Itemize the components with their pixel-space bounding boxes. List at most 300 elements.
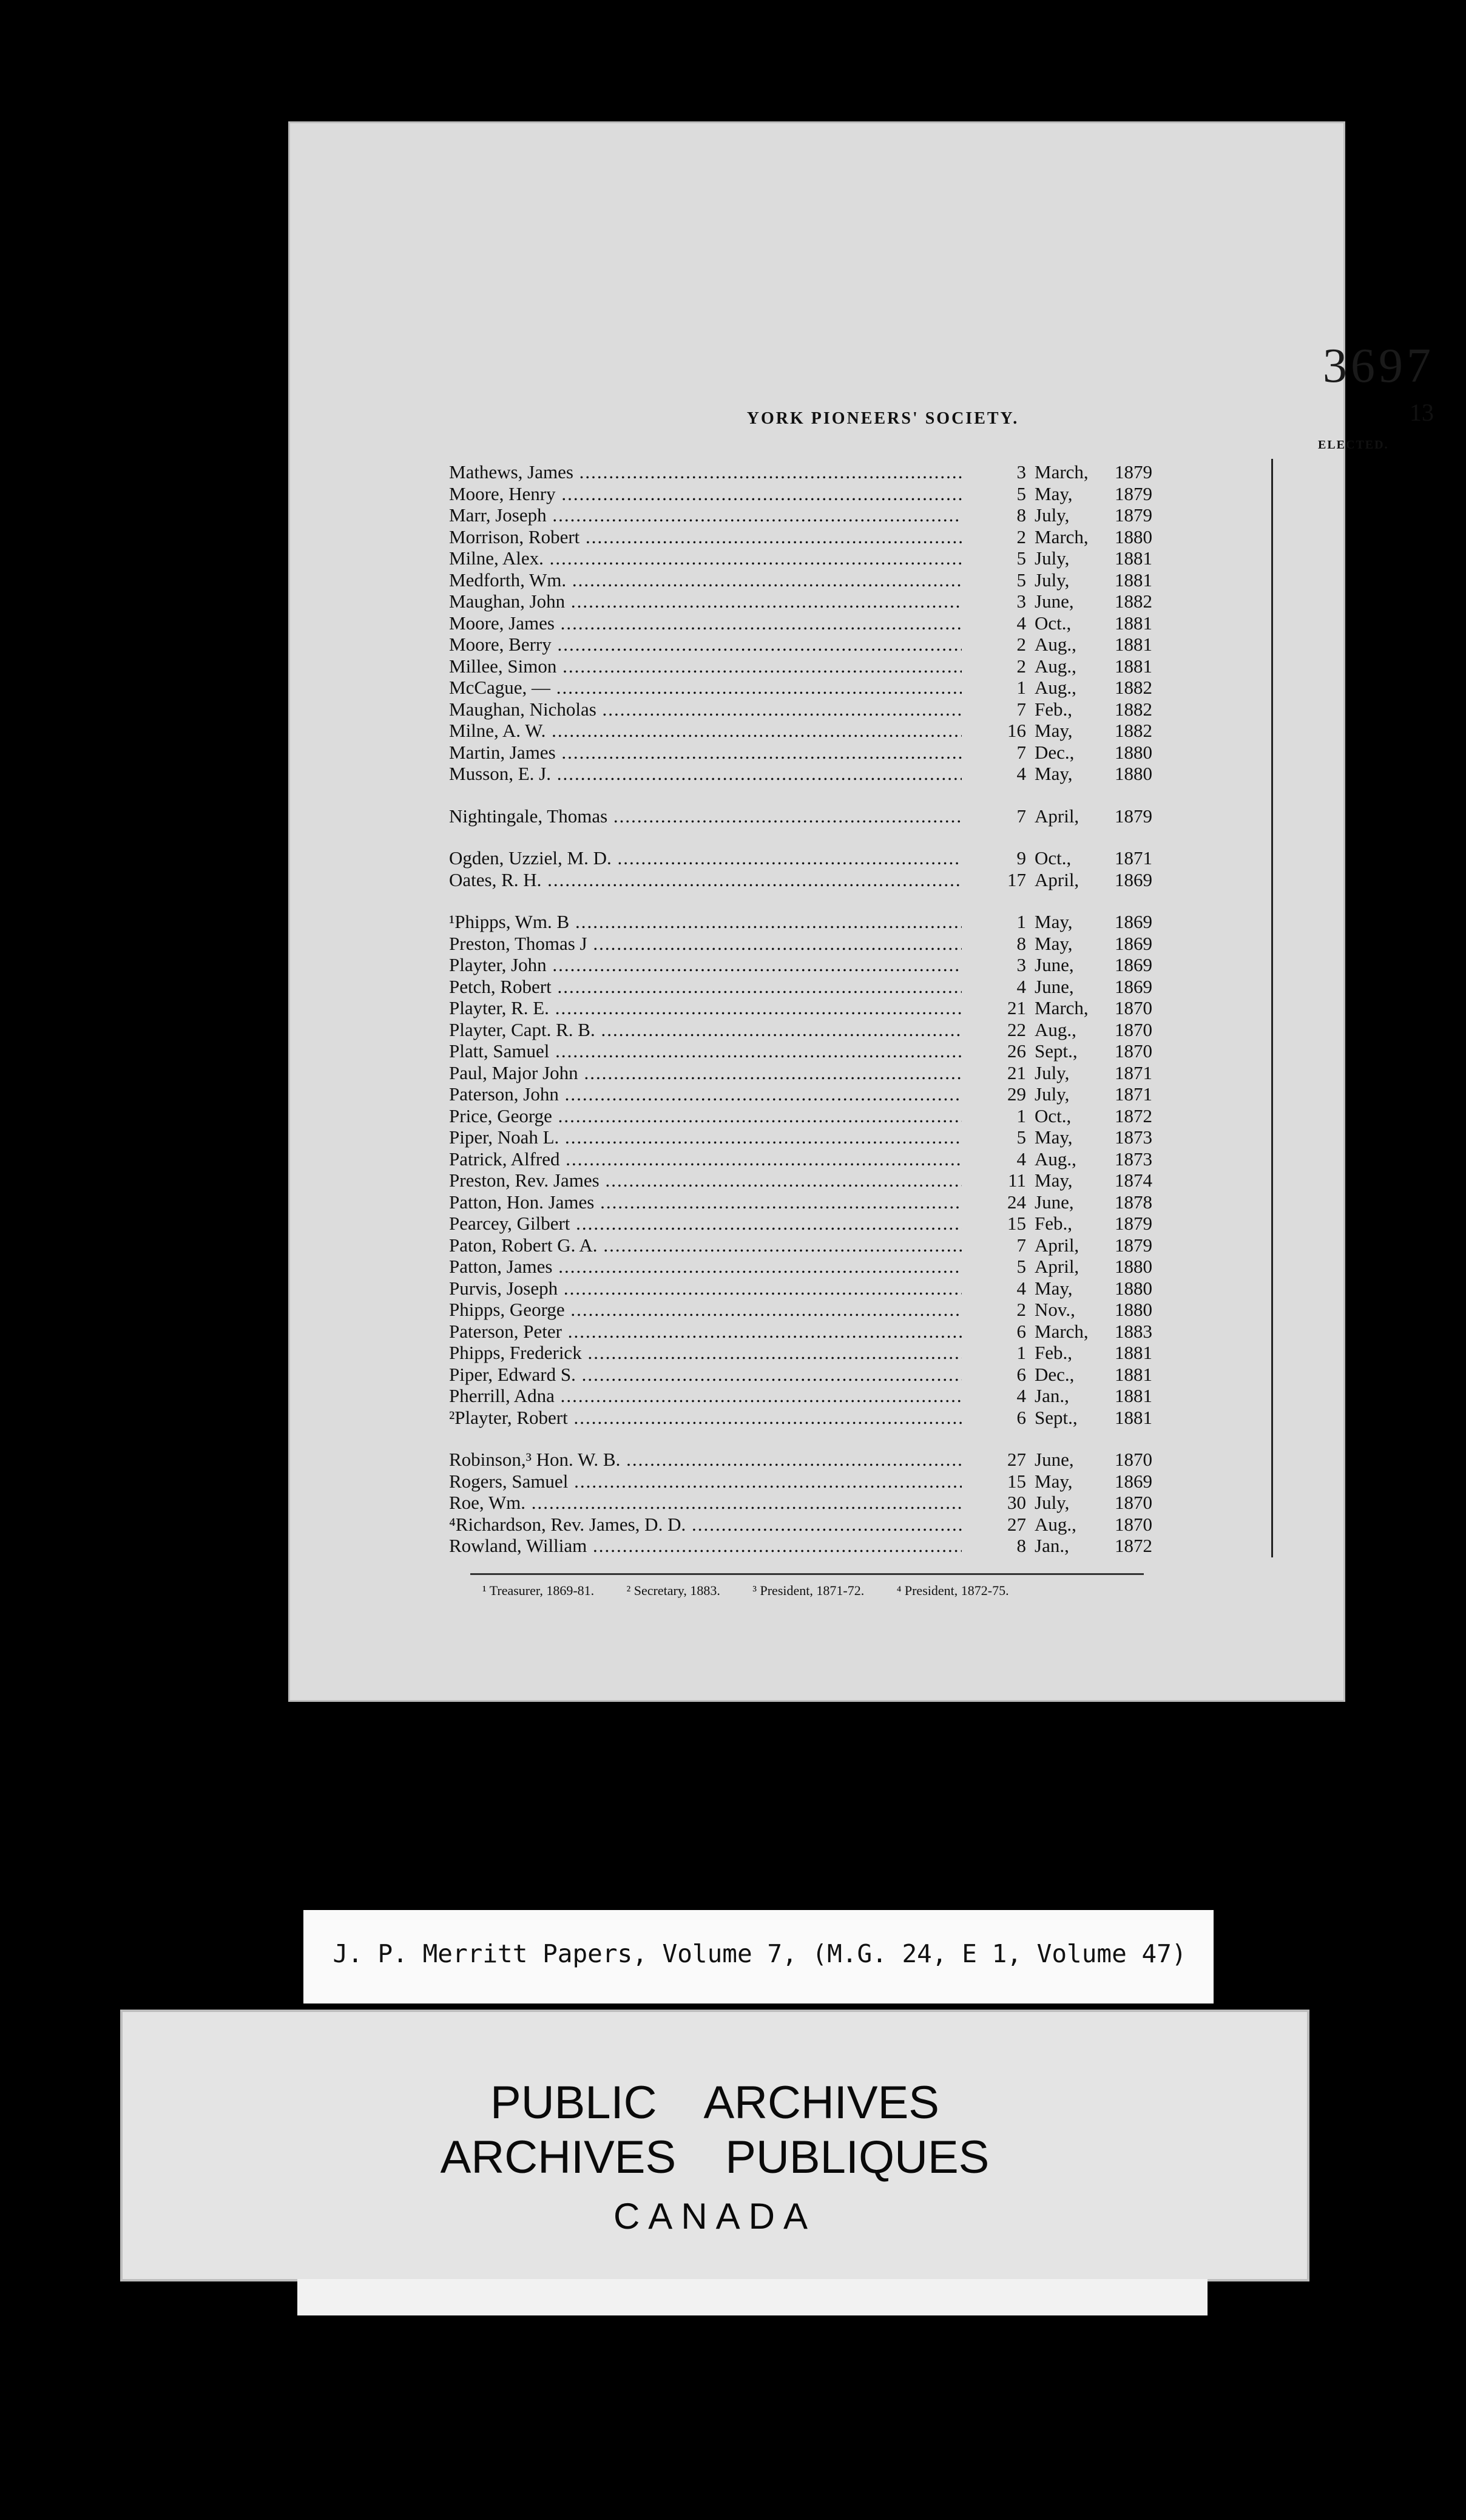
member-row [288, 805, 1345, 827]
elected-date [999, 699, 1152, 720]
elected-year: 1880 [1115, 1256, 1152, 1277]
member-row [288, 1449, 1345, 1471]
member-name: Paterson, John ..... [449, 1083, 962, 1105]
elected-date [999, 720, 1152, 742]
member-name: Playter, Capt. R. B. ..... [449, 1019, 962, 1041]
elected-day: 5 [1016, 547, 1026, 569]
elected-year: 1881 [1115, 569, 1152, 591]
elected-day: 5 [1016, 1126, 1026, 1148]
elected-year: 1869 [1115, 975, 1152, 997]
elected-month: Aug., [1035, 1148, 1076, 1170]
member-name: Price, George ..... [449, 1105, 962, 1127]
elected-day: 29 [1007, 1083, 1026, 1105]
elected-day: 5 [1016, 569, 1026, 591]
member-row [288, 1342, 1345, 1364]
member-name: ¹Phipps, Wm. B ..... [449, 911, 962, 933]
member-row [288, 1385, 1345, 1407]
elected-day: 7 [1016, 1234, 1026, 1256]
elected-month: Sept., [1035, 1040, 1078, 1062]
elected-month: July, [1035, 547, 1070, 569]
elected-date [999, 1062, 1152, 1084]
member-row [288, 1191, 1345, 1213]
member-name: Patrick, Alfred ..... [449, 1148, 962, 1170]
member-name: Ogden, Uzziel, M. D. ..... [449, 847, 962, 869]
elected-day: 4 [1016, 612, 1026, 634]
elected-day: 5 [1016, 483, 1026, 504]
elected-day: 8 [1016, 1535, 1026, 1556]
elected-month: March, [1035, 997, 1089, 1018]
elected-month: Dec., [1035, 1363, 1075, 1385]
elected-date [999, 591, 1152, 612]
member-name: Paul, Major John ..... [449, 1062, 962, 1084]
member-row [288, 847, 1345, 869]
elected-month: June, [1035, 591, 1074, 612]
member-row [288, 1535, 1345, 1557]
elected-year: 1881 [1115, 1406, 1152, 1428]
member-row [288, 1256, 1345, 1278]
elected-date [999, 869, 1152, 891]
elected-date [999, 1449, 1152, 1471]
elected-date [999, 1535, 1152, 1557]
member-name: Oates, R. H. ..... [449, 869, 962, 891]
member-row [288, 1299, 1345, 1321]
document-page [288, 121, 1434, 1702]
elected-column-heading: ELECTED. [1318, 438, 1389, 452]
elected-month: May, [1035, 911, 1073, 932]
member-row [288, 699, 1345, 720]
member-name: Pherrill, Adna ..... [449, 1385, 962, 1407]
elected-month: Feb., [1035, 1342, 1072, 1363]
elected-date [999, 1407, 1152, 1429]
elected-year: 1874 [1115, 1170, 1152, 1191]
elected-date [999, 1213, 1152, 1235]
elected-year: 1882 [1115, 720, 1152, 741]
elected-year: 1881 [1115, 1363, 1152, 1385]
elected-date [999, 461, 1152, 483]
archives-card [120, 2010, 1309, 2281]
elected-month: Aug., [1035, 655, 1076, 677]
elected-month: June, [1035, 954, 1074, 975]
member-name: Patton, Hon. James ..... [449, 1191, 962, 1213]
member-name: ²Playter, Robert ..... [449, 1407, 962, 1429]
member-row [288, 1148, 1345, 1170]
member-name: Piper, Noah L. ..... [449, 1126, 962, 1148]
member-row [288, 655, 1345, 677]
member-name: Piper, Edward S. ..... [449, 1364, 962, 1386]
elected-day: 11 [1008, 1170, 1026, 1191]
elected-date [999, 1170, 1152, 1191]
elected-day: 4 [1016, 1277, 1026, 1299]
elected-year: 1880 [1115, 1277, 1152, 1299]
member-row [288, 461, 1345, 483]
elected-date [999, 847, 1152, 869]
elected-year: 1869 [1115, 869, 1152, 890]
elected-day: 17 [1007, 869, 1026, 890]
elected-month: June, [1035, 975, 1074, 997]
elected-day: 26 [1007, 1040, 1026, 1062]
elected-year: 1882 [1115, 677, 1152, 698]
elected-day: 1 [1016, 677, 1026, 698]
elected-month: June, [1035, 1449, 1074, 1470]
elected-day: 7 [1016, 805, 1026, 827]
elected-year: 1870 [1115, 1449, 1152, 1470]
elected-month: Feb., [1035, 698, 1072, 720]
elected-month: May, [1035, 1277, 1073, 1299]
member-name: Phipps, Frederick ..... [449, 1342, 962, 1364]
member-name: Medforth, Wm. ..... [449, 569, 962, 591]
elected-month: Aug., [1035, 1513, 1076, 1535]
elected-month: May, [1035, 1170, 1073, 1191]
member-name: Moore, Berry ..... [449, 634, 962, 655]
member-row [288, 1126, 1345, 1148]
member-name: Petch, Robert ..... [449, 976, 962, 998]
elected-year: 1880 [1115, 1299, 1152, 1320]
elected-year: 1880 [1115, 526, 1152, 547]
elected-date [999, 1364, 1152, 1386]
elected-date [999, 933, 1152, 955]
member-row [288, 1364, 1345, 1386]
elected-date [999, 504, 1152, 526]
footnote-rule [470, 1573, 1144, 1575]
member-name: Pearcey, Gilbert ..... [449, 1213, 962, 1235]
member-name: Morrison, Robert ..... [449, 526, 962, 548]
elected-day: 15 [1007, 1470, 1026, 1492]
elected-month: Oct., [1035, 847, 1072, 869]
member-name: Moore, Henry ..... [449, 483, 962, 505]
elected-month: March, [1035, 1320, 1089, 1342]
elected-date [999, 526, 1152, 548]
member-row [288, 1083, 1345, 1105]
member-name: Preston, Thomas J ..... [449, 933, 962, 955]
elected-month: Feb., [1035, 1213, 1072, 1234]
elected-year: 1881 [1115, 634, 1152, 655]
member-row [288, 976, 1345, 998]
elected-month: May, [1035, 483, 1073, 504]
elected-day: 2 [1016, 634, 1026, 655]
elected-day: 6 [1016, 1406, 1026, 1428]
member-name: Roe, Wm. ..... [449, 1492, 962, 1514]
member-row [288, 1062, 1345, 1084]
elected-date [999, 763, 1152, 785]
member-row [288, 933, 1345, 955]
elected-month: May, [1035, 720, 1073, 741]
elected-day: 4 [1016, 763, 1026, 784]
elected-date [999, 1278, 1152, 1299]
elected-day: 21 [1007, 997, 1026, 1018]
elected-date [999, 1342, 1152, 1364]
elected-date [999, 954, 1152, 976]
elected-year: 1870 [1115, 997, 1152, 1018]
member-name: Milne, A. W. ..... [449, 720, 962, 742]
elected-day: 2 [1016, 1299, 1026, 1320]
elected-date [999, 1256, 1152, 1278]
elected-month: Sept., [1035, 1406, 1078, 1428]
elected-year: 1882 [1115, 698, 1152, 720]
elected-year: 1879 [1115, 1234, 1152, 1256]
elected-month: May, [1035, 1126, 1073, 1148]
footnotes [482, 1583, 1211, 1599]
archive-stamp-number: 3697 [1323, 339, 1434, 393]
member-name: Rogers, Samuel ..... [449, 1471, 962, 1492]
elected-date [999, 612, 1152, 634]
member-name: Nightingale, Thomas ..... [449, 805, 962, 827]
caption-strip [303, 1910, 1214, 2003]
member-row [288, 1105, 1345, 1127]
footnote: ³ President, 1871-72. [752, 1583, 865, 1598]
elected-month: March, [1035, 526, 1089, 547]
member-row [288, 483, 1345, 505]
member-row [288, 591, 1345, 612]
elected-year: 1870 [1115, 1492, 1152, 1513]
footnote: ² Secretary, 1883. [626, 1583, 720, 1598]
elected-month: July, [1035, 569, 1070, 591]
member-row [288, 1278, 1345, 1299]
elected-year: 1869 [1115, 954, 1152, 975]
elected-year: 1870 [1115, 1040, 1152, 1062]
footnote: ⁴ President, 1872-75. [896, 1583, 1009, 1598]
elected-month: July, [1035, 1062, 1070, 1083]
member-name: Playter, John ..... [449, 954, 962, 976]
member-row [288, 612, 1345, 634]
member-row [288, 1170, 1345, 1191]
elected-date [999, 655, 1152, 677]
elected-date [999, 1040, 1152, 1062]
archives-name-french: ARCHIVES PUBLIQUES [440, 2132, 990, 2183]
elected-month: July, [1035, 504, 1070, 526]
elected-year: 1881 [1115, 612, 1152, 634]
elected-year: 1881 [1115, 547, 1152, 569]
elected-date [999, 1385, 1152, 1407]
running-head: YORK PIONEERS' SOCIETY. [746, 409, 1019, 428]
member-row [288, 526, 1345, 548]
elected-day: 4 [1016, 1148, 1026, 1170]
elected-day: 15 [1007, 1213, 1026, 1234]
elected-month: Aug., [1035, 677, 1076, 698]
member-row [288, 869, 1345, 891]
elected-day: 8 [1016, 932, 1026, 954]
elected-year: 1880 [1115, 763, 1152, 784]
archives-name-english: PUBLIC ARCHIVES [490, 2077, 939, 2129]
elected-date [999, 911, 1152, 933]
elected-date [999, 805, 1152, 827]
member-row [288, 1407, 1345, 1429]
microfilm-caption: J. P. Merritt Papers, Volume 7, (M.G. 24, E 1, Volume 47) [333, 1939, 1187, 1968]
member-name: Patton, James ..... [449, 1256, 962, 1278]
elected-day: 5 [1016, 1256, 1026, 1277]
elected-month: July, [1035, 1492, 1070, 1513]
elected-date [999, 547, 1152, 569]
elected-day: 1 [1016, 911, 1026, 932]
member-name: Musson, E. J. ..... [449, 763, 962, 785]
elected-day: 6 [1016, 1320, 1026, 1342]
elected-day: 24 [1007, 1191, 1026, 1213]
elected-day: 9 [1016, 847, 1026, 869]
elected-month: April, [1035, 1234, 1079, 1256]
member-row [288, 547, 1345, 569]
elected-year: 1872 [1115, 1535, 1152, 1556]
elected-date [999, 483, 1152, 505]
elected-month: April, [1035, 805, 1079, 827]
elected-year: 1883 [1115, 1320, 1152, 1342]
member-row [288, 1321, 1345, 1343]
elected-year: 1869 [1115, 932, 1152, 954]
elected-year: 1873 [1115, 1126, 1152, 1148]
elected-month: April, [1035, 1256, 1079, 1277]
member-row [288, 954, 1345, 976]
elected-day: 3 [1016, 954, 1026, 975]
elected-day: 4 [1016, 975, 1026, 997]
elected-date [999, 1492, 1152, 1514]
member-row [288, 720, 1345, 742]
member-row [288, 1235, 1345, 1256]
elected-day: 4 [1016, 1385, 1026, 1406]
elected-month: Jan., [1035, 1535, 1069, 1556]
elected-year: 1880 [1115, 741, 1152, 763]
member-name: Rowland, William ..... [449, 1535, 962, 1557]
elected-date [999, 997, 1152, 1019]
elected-day: 21 [1007, 1062, 1026, 1083]
elected-date [999, 1321, 1152, 1343]
member-name: Maughan, Nicholas ..... [449, 699, 962, 720]
elected-day: 22 [1007, 1018, 1026, 1040]
elected-year: 1871 [1115, 1083, 1152, 1105]
elected-date [999, 1148, 1152, 1170]
elected-year: 1870 [1115, 1513, 1152, 1535]
elected-year: 1879 [1115, 504, 1152, 526]
elected-day: 3 [1016, 461, 1026, 483]
elected-day: 30 [1007, 1492, 1026, 1513]
member-name: Paton, Robert G. A. ..... [449, 1235, 962, 1256]
member-name: Martin, James ..... [449, 742, 962, 764]
elected-year: 1873 [1115, 1148, 1152, 1170]
elected-year: 1869 [1115, 911, 1152, 932]
member-row [288, 1492, 1345, 1514]
elected-day: 27 [1007, 1449, 1026, 1470]
member-name: Platt, Samuel ..... [449, 1040, 962, 1062]
member-name: Milne, Alex. ..... [449, 547, 962, 569]
elected-date [999, 634, 1152, 655]
member-name: Millee, Simon ..... [449, 655, 962, 677]
elected-year: 1872 [1115, 1105, 1152, 1126]
elected-date [999, 1235, 1152, 1256]
member-row [288, 911, 1345, 933]
elected-date [999, 742, 1152, 764]
elected-day: 7 [1016, 741, 1026, 763]
elected-year: 1869 [1115, 1470, 1152, 1492]
member-row [288, 504, 1345, 526]
elected-month: June, [1035, 1191, 1074, 1213]
member-row [288, 1040, 1345, 1062]
member-name: Mathews, James ..... [449, 461, 962, 483]
elected-date [999, 1105, 1152, 1127]
member-name: Maughan, John ..... [449, 591, 962, 612]
elected-month: May, [1035, 932, 1073, 954]
member-row [288, 997, 1345, 1019]
elected-date [999, 1191, 1152, 1213]
member-name: Robinson,³ Hon. W. B. ..... [449, 1449, 962, 1471]
member-row [288, 569, 1345, 591]
page-number: 13 [1410, 399, 1434, 426]
elected-date [999, 976, 1152, 998]
elected-month: July, [1035, 1083, 1070, 1105]
elected-day: 27 [1007, 1513, 1026, 1535]
member-name: Preston, Rev. James ..... [449, 1170, 962, 1191]
elected-month: Oct., [1035, 1105, 1072, 1126]
elected-month: Oct., [1035, 612, 1072, 634]
elected-year: 1881 [1115, 655, 1152, 677]
member-name: Marr, Joseph ..... [449, 504, 962, 526]
member-name: Phipps, George ..... [449, 1299, 962, 1321]
elected-date [999, 569, 1152, 591]
elected-year: 1870 [1115, 1018, 1152, 1040]
elected-year: 1881 [1115, 1385, 1152, 1406]
elected-day: 2 [1016, 526, 1026, 547]
elected-date [999, 1514, 1152, 1536]
elected-date [999, 1126, 1152, 1148]
elected-month: Jan., [1035, 1385, 1069, 1406]
elected-year: 1879 [1115, 805, 1152, 827]
elected-day: 7 [1016, 698, 1026, 720]
elected-date [999, 1471, 1152, 1492]
member-row [288, 1213, 1345, 1235]
elected-day: 8 [1016, 504, 1026, 526]
elected-day: 3 [1016, 591, 1026, 612]
member-row [288, 677, 1345, 699]
elected-year: 1879 [1115, 461, 1152, 483]
elected-month: March, [1035, 461, 1089, 483]
member-name: Purvis, Joseph ..... [449, 1278, 962, 1299]
member-name: Paterson, Peter ..... [449, 1321, 962, 1343]
elected-day: 1 [1016, 1342, 1026, 1363]
member-name: Playter, R. E. ..... [449, 997, 962, 1019]
elected-year: 1878 [1115, 1191, 1152, 1213]
elected-year: 1871 [1115, 847, 1152, 869]
archives-card-tab [297, 2279, 1208, 2315]
elected-year: 1871 [1115, 1062, 1152, 1083]
elected-month: Aug., [1035, 1018, 1076, 1040]
member-row [288, 1514, 1345, 1536]
elected-month: April, [1035, 869, 1079, 890]
footnote: ¹ Treasurer, 1869-81. [482, 1583, 595, 1598]
elected-month: Nov., [1035, 1299, 1075, 1320]
elected-day: 2 [1016, 655, 1026, 677]
elected-date [999, 1299, 1152, 1321]
member-row [288, 1471, 1345, 1492]
elected-month: Aug., [1035, 634, 1076, 655]
member-row [288, 1019, 1345, 1041]
member-row [288, 634, 1345, 655]
elected-date [999, 1019, 1152, 1041]
elected-month: May, [1035, 763, 1073, 784]
member-name: ⁴Richardson, Rev. James, D. D. ..... [449, 1514, 962, 1536]
elected-day: 6 [1016, 1363, 1026, 1385]
member-row [288, 742, 1345, 764]
elected-day: 16 [1007, 720, 1026, 741]
elected-month: Dec., [1035, 741, 1075, 763]
member-row [288, 763, 1345, 785]
member-name: McCague, — ..... [449, 677, 962, 699]
elected-year: 1879 [1115, 483, 1152, 504]
elected-day: 1 [1016, 1105, 1026, 1126]
elected-year: 1879 [1115, 1213, 1152, 1234]
elected-year: 1882 [1115, 591, 1152, 612]
elected-year: 1881 [1115, 1342, 1152, 1363]
elected-date [999, 1083, 1152, 1105]
member-name: Moore, James ..... [449, 612, 962, 634]
elected-date [999, 677, 1152, 699]
archives-country: CANADA [613, 2196, 817, 2237]
elected-month: May, [1035, 1470, 1073, 1492]
